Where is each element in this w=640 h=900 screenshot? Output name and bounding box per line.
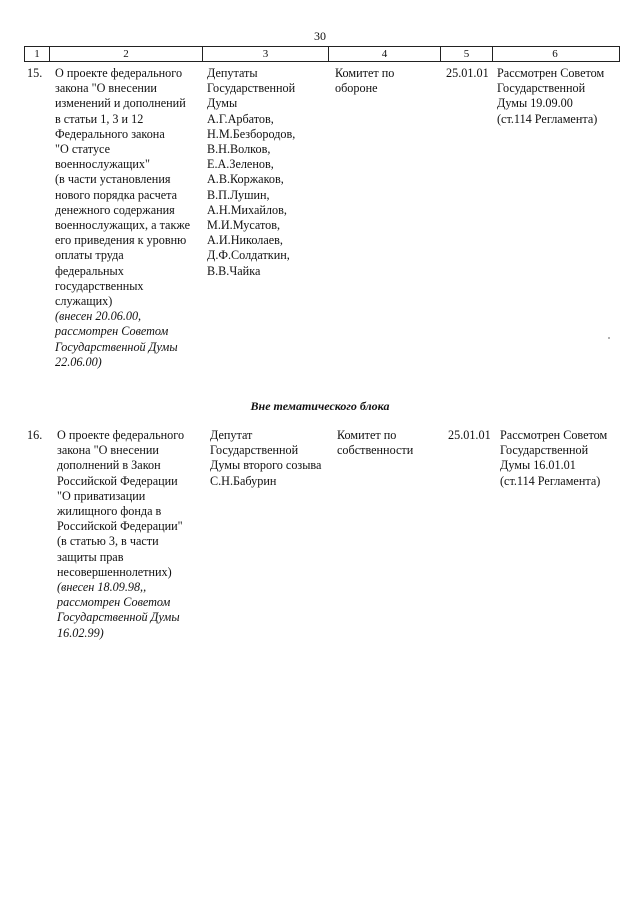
scan-speck [608,337,610,339]
bill-title-line: (в части установления [55,172,171,187]
bill-title-line: (в статью 3, в части [57,534,159,549]
author-line: А.И.Николаев, [207,233,283,248]
bill-note-line: рассмотрен Советом [55,324,169,339]
author-line: Депутаты [207,66,258,80]
author-line: А.Г.Арбатов, [207,111,274,126]
bill-note-line: 22.06.00) [55,354,102,369]
author-line: Депутат [210,428,253,442]
committee-cell [335,66,435,96]
bill-title-line: денежного содержания [55,202,175,217]
status-line: Думы 19.09.00 [497,96,573,111]
author-line: Н.М.Безбородов, [207,126,296,141]
header-col-1: 1 [25,47,50,61]
status-line: Государственной [497,81,586,96]
author-line: В.В.Чайка [207,263,261,278]
status-line: (ст.114 Регламента) [497,111,598,126]
author-line: А.В.Коржаков, [207,172,284,187]
status-line: Думы 16.01.01 [500,458,576,473]
status-line: Рассмотрен Советом [497,66,605,80]
authors-cell [207,66,332,279]
bill-note-line: (внесен 20.06.00, [55,309,142,324]
bill-note-line: рассмотрен Советом [57,595,171,610]
author-line: Государственной [210,443,299,458]
bill-title-line: несовершеннолетних) [57,564,172,579]
bill-note-line: (внесен 18.09.98,, [57,580,147,595]
header-col-2: 2 [50,47,203,61]
bill-title-line: закона "О внесении [55,81,157,96]
bill-title-line: Федерального закона [55,126,165,141]
status-line: Государственной [500,443,589,458]
author-line: Государственной [207,81,296,96]
bill-title-line: дополнений в Закон [57,458,161,473]
table-header-row [24,46,620,62]
page-number: 30 [314,29,326,43]
committee-line: Комитет по [337,428,397,442]
row-number: 16. [27,428,43,442]
author-line: В.П.Лушин, [207,187,270,202]
row-number: 15. [27,66,43,80]
committee-cell [337,428,437,458]
bill-title-line: федеральных [55,263,124,278]
authors-cell [210,428,335,489]
bill-title-line: изменений и дополнений [55,96,186,111]
header-col-5: 5 [441,47,493,61]
bill-title-cell [57,428,205,641]
bill-note-line: Государственной Думы [57,610,180,625]
bill-title-line: Российской Федерации" [57,519,183,534]
committee-line: Комитет по [335,66,395,80]
author-line: С.Н.Бабурин [210,473,277,488]
bill-title-line: О проекте федерального [57,428,185,442]
header-col-3: 3 [203,47,329,61]
author-line: Думы второго созыва [210,458,322,473]
status-line: (ст.114 Регламента) [500,473,601,488]
bill-title-line: "О приватизации [57,488,146,503]
bill-title-line: О проекте федерального [55,66,183,80]
committee-line: обороне [335,81,378,96]
author-line: Д.Ф.Солдаткин, [207,248,290,263]
bill-title-cell [55,66,203,370]
header-col-4: 4 [329,47,441,61]
bill-title-line: оплаты труда [55,248,124,263]
committee-line: собственности [337,443,414,458]
bill-title-line: защиты прав [57,549,124,564]
date-cell: 25.01.01 [446,66,489,80]
bill-title-line: жилищного фонда в [57,504,162,519]
bill-title-line: Российской Федерации [57,473,178,488]
author-line: А.Н.Михайлов, [207,202,287,217]
bill-title-line: военнослужащих, а также [55,218,191,233]
section-title: Вне тематического блока [250,399,390,413]
author-line: В.Н.Волков, [207,142,271,157]
bill-title-line: служащих) [55,294,113,309]
bill-title-line: государственных [55,278,144,293]
bill-note-line: Государственной Думы [55,339,178,354]
date-cell: 25.01.01 [448,428,491,442]
status-cell [500,428,625,489]
bill-title-line: нового порядка расчета [55,187,178,202]
author-line: М.И.Мусатов, [207,218,281,233]
bill-note-line: 16.02.99) [57,625,104,640]
author-line: Е.А.Зеленов, [207,157,274,172]
status-cell [497,66,622,127]
bill-title-line: военнослужащих" [55,157,150,172]
bill-title-line: "О статусе [55,142,111,157]
bill-title-line: в статьи 1, 3 и 12 [55,111,144,126]
bill-title-line: его приведения к уровню [55,233,187,248]
bill-title-line: закона "О внесении [57,443,159,458]
status-line: Рассмотрен Советом [500,428,608,442]
header-col-6: 6 [552,48,558,60]
author-line: Думы [207,96,238,111]
